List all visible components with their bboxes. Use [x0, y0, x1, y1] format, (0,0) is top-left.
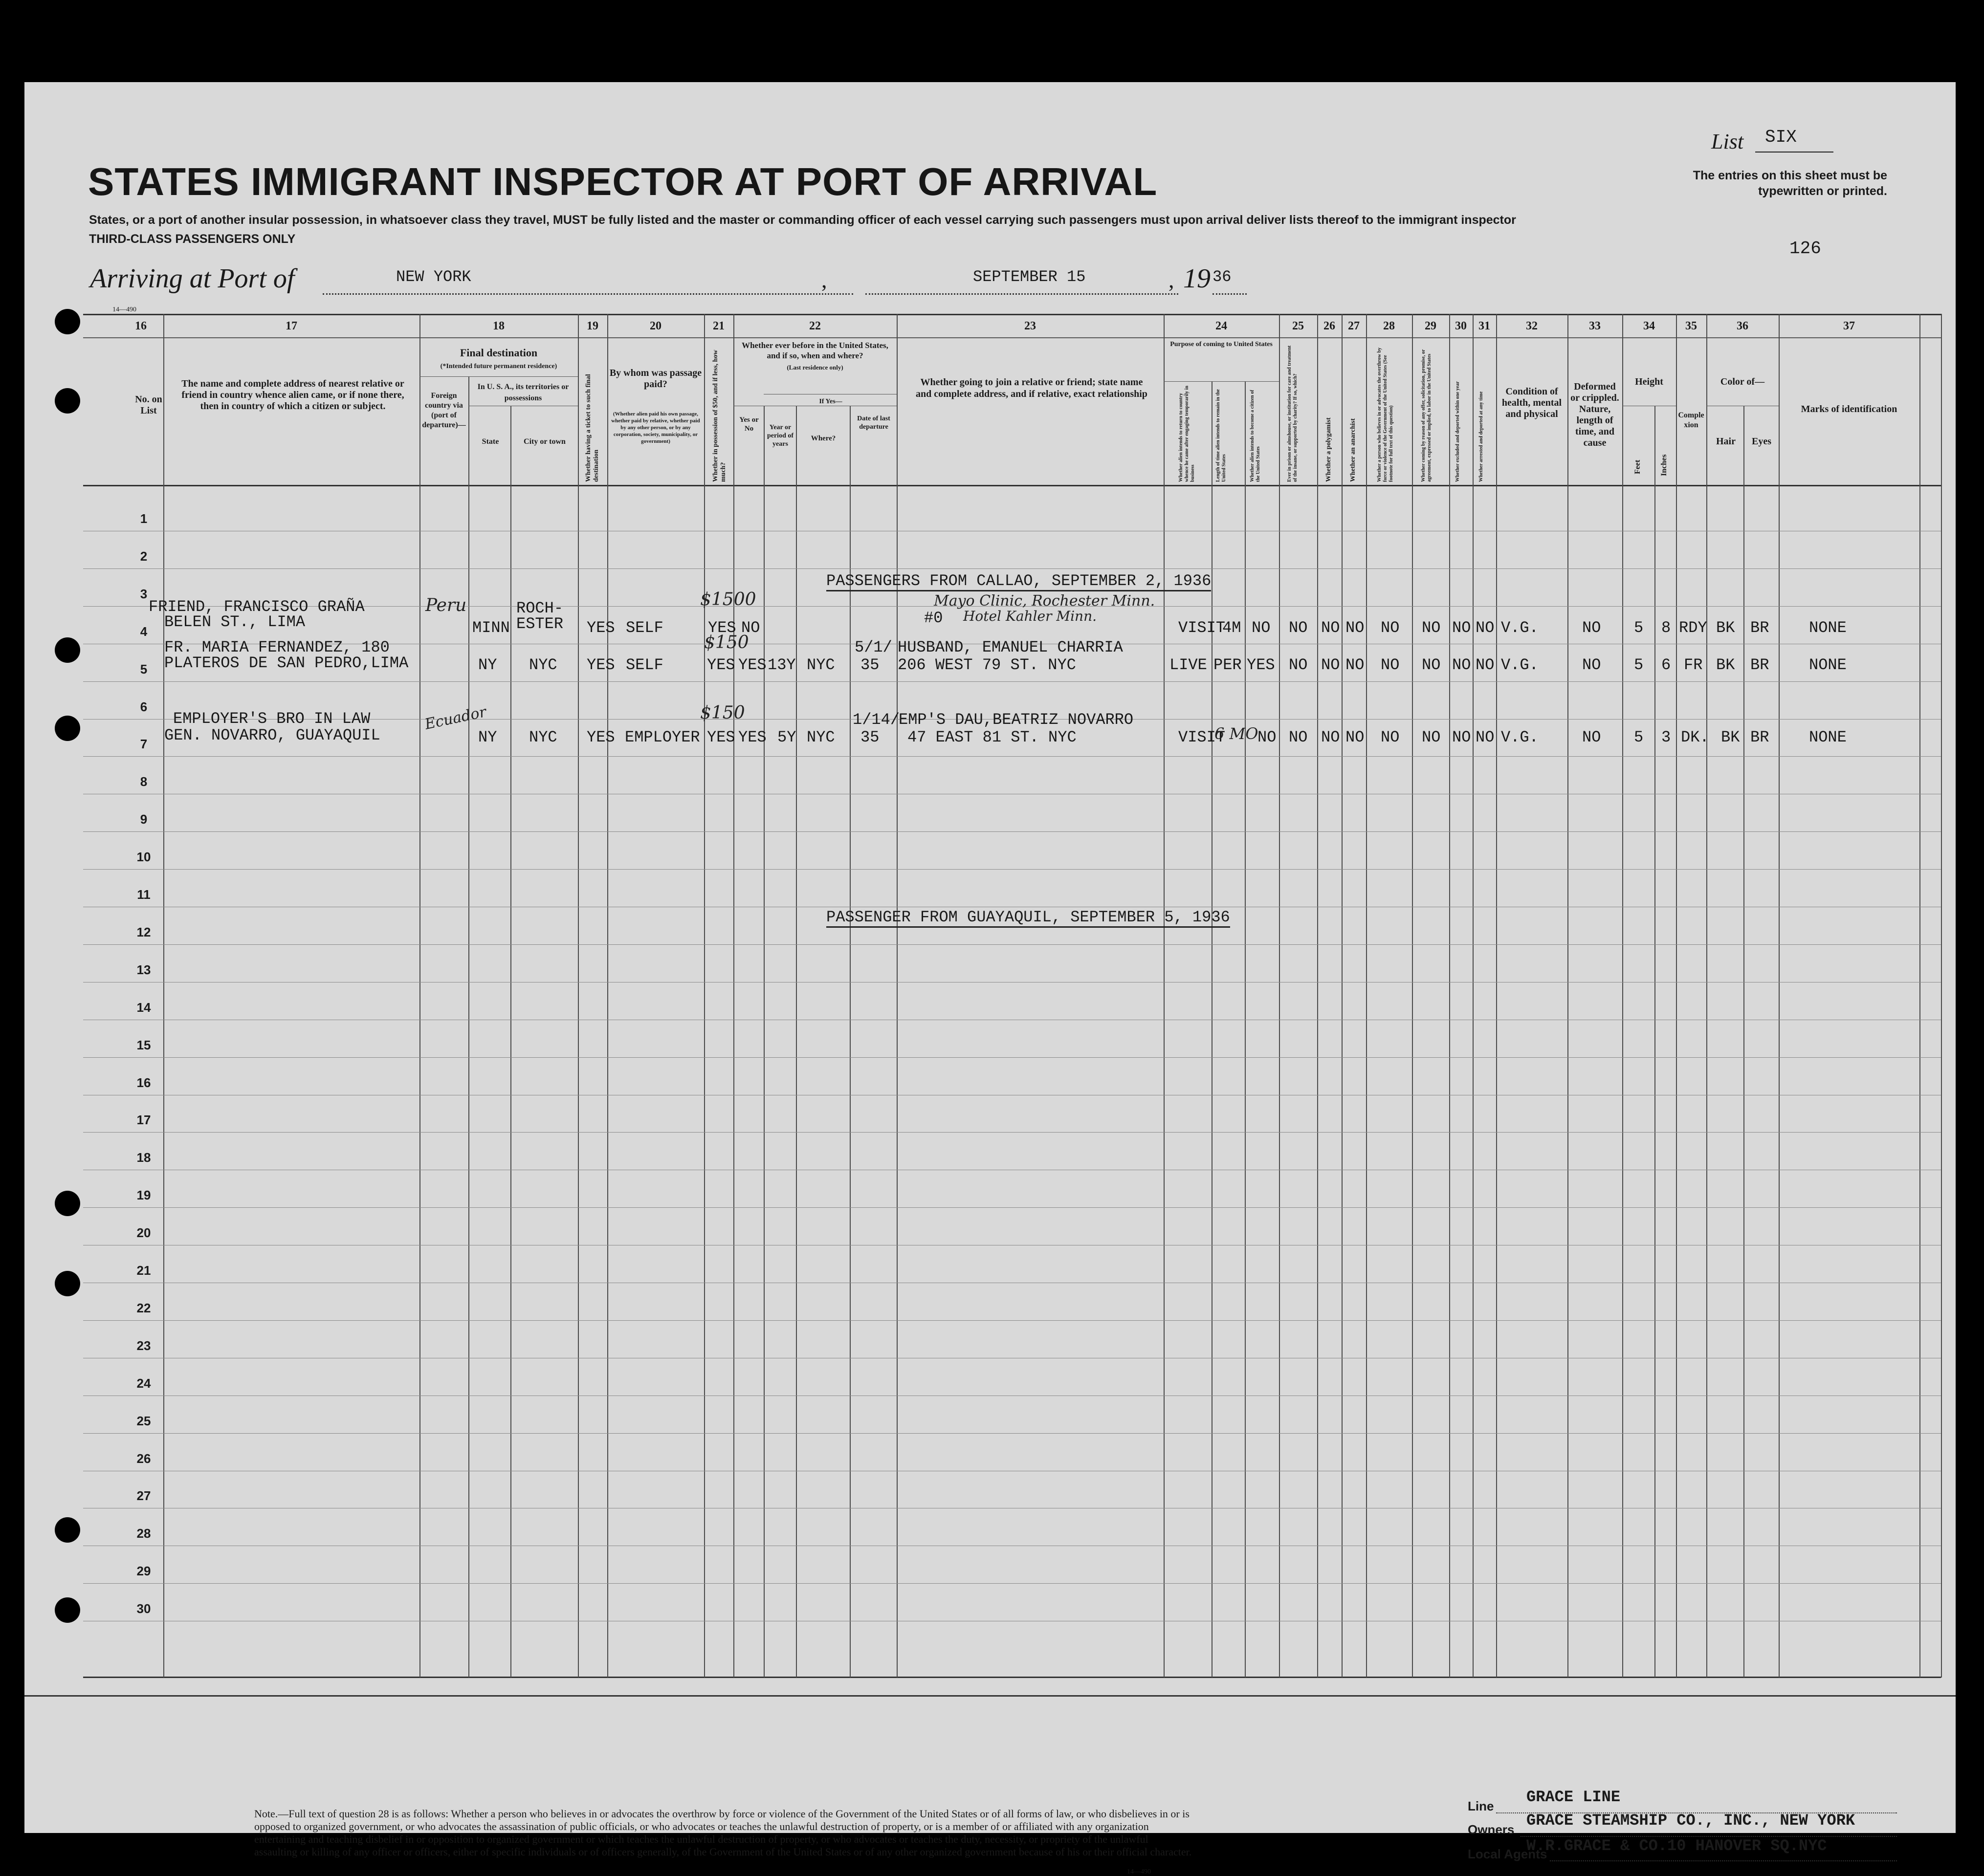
row1-marks: NONE: [1809, 619, 1847, 637]
list-underline: [1755, 152, 1833, 153]
col-num-35: 35: [1685, 320, 1697, 332]
row-number: 10: [136, 850, 151, 864]
row2-marks: NONE: [1809, 656, 1847, 674]
row1-money: YES: [708, 619, 736, 637]
row-line: [83, 756, 1941, 757]
row-line: [83, 1057, 1941, 1058]
row1-state: MINN: [472, 619, 510, 637]
row4-where: NYC: [807, 728, 835, 746]
hdr-excluded: Whether excluded and deported within one year: [1455, 381, 1460, 482]
row2-purpose: LIVE: [1169, 656, 1207, 674]
hdr-prison: Ever in prison or almshouse, or institution for care and treatment of the insane, or supported by charity? If so, which?: [1287, 345, 1298, 482]
hdr-deported: Whether arrested and deported at any time: [1478, 391, 1484, 482]
row1-c27: NO: [1345, 619, 1365, 637]
hdr-anarchist: Whether an anarchist: [1349, 418, 1357, 482]
row4-eyes: BR: [1750, 728, 1769, 746]
hdr-hair: Hair: [1716, 436, 1736, 447]
row1-before: NO: [741, 619, 760, 637]
hdr-date-departure: Date of last departure: [857, 415, 890, 431]
row1-join-no: #0: [924, 609, 943, 627]
row1-relative-line2: BELEN ST., LIMA: [164, 613, 306, 631]
binder-hole: [55, 1597, 80, 1623]
hdr-state: State: [482, 437, 499, 446]
manifest-sheet: [24, 82, 1956, 1876]
row2-c27: NO: [1345, 656, 1365, 674]
row-line: [83, 568, 1941, 569]
hdr-offer-labor: Whether coming by reason of any offer, solicitation, promise, or agreement, expressed or implied, to labor in the United States: [1421, 349, 1432, 482]
row1-feet: 5: [1634, 619, 1644, 637]
row2-c28: NO: [1381, 656, 1400, 674]
row-number: 14: [136, 1000, 151, 1015]
row4-inches: 3: [1661, 728, 1671, 746]
row4-purpose: VISIT: [1178, 728, 1226, 746]
hdr-join-relative: Whether going to join a relative or friend; state name and complete address, and if relative, exact relationship: [916, 377, 1147, 399]
hdr-marks: Marks of identification: [1801, 404, 1897, 414]
hdr-health: Condition of health, mental and physical: [1501, 386, 1562, 419]
row1-c31: NO: [1476, 619, 1495, 637]
hdr-complexion: Complexion: [1678, 411, 1704, 429]
port-line: [323, 293, 853, 295]
row-number: 22: [136, 1301, 151, 1315]
col-num-30: 30: [1455, 320, 1467, 332]
year-line: [1212, 293, 1247, 295]
col-num-31: 31: [1478, 320, 1490, 332]
row-number: 2: [140, 549, 148, 564]
col-num-25: 25: [1292, 320, 1304, 332]
arriving-label: Arriving at Port of: [90, 263, 295, 294]
row-number: 20: [136, 1225, 151, 1240]
hdr-paid-by-note: (Whether alien paid his own passage, whether paid by relative, whether paid by any other person, or by any corporation, society, municipality, or government): [611, 411, 700, 444]
row4-relative-line1: EMPLOYER'S BRO IN LAW: [173, 710, 371, 728]
row-number: 26: [136, 1451, 151, 1466]
row2-relative-line1: FR. MARIA FERNANDEZ, 180: [164, 638, 390, 656]
row-number: 9: [140, 812, 148, 827]
row4-date-top: 1/14/: [853, 711, 900, 729]
row4-ticket: YES: [587, 728, 615, 746]
row-number: 17: [136, 1113, 151, 1127]
row1-ticket: YES: [587, 619, 615, 637]
line-label: Line: [1468, 1799, 1494, 1813]
row4-length: 6 MO: [1214, 724, 1258, 743]
row2-deformed: NO: [1582, 656, 1601, 674]
binder-hole: [55, 388, 80, 414]
row2-city: NYC: [529, 656, 557, 674]
row-number: 6: [140, 699, 148, 714]
binder-hole: [55, 309, 80, 334]
hdr-deformed: Deformed or crippled. Nature, length of time, and cause: [1570, 381, 1619, 448]
binder-hole: [55, 1271, 80, 1296]
row2-ticket: YES: [587, 656, 615, 674]
row-number: 29: [136, 1564, 151, 1578]
row4-c25: NO: [1289, 728, 1308, 746]
date-line: [865, 293, 1178, 295]
row-line: [83, 944, 1941, 945]
row2-where: NYC: [807, 656, 835, 674]
col-num-17: 17: [286, 320, 297, 332]
row-number: 24: [136, 1376, 151, 1391]
row4-date-bottom: 35: [860, 728, 880, 746]
col-num-20: 20: [650, 320, 661, 332]
agents-label: Local Agents: [1468, 1847, 1547, 1861]
col-num-23: 23: [1024, 320, 1036, 332]
hdr-ticket: Whether having a ticket to such final destination: [585, 374, 600, 482]
row2-date-top: 5/1/: [855, 638, 892, 656]
row1-inches: 8: [1661, 619, 1671, 637]
hdr-before-us-note: (Last residence only): [787, 364, 843, 371]
row-number: 13: [136, 962, 151, 977]
hdr-polygamist: Whether a polygamist: [1325, 417, 1332, 482]
hdr-purpose-citizen: Whether alien intends to become a citizen of the United States: [1250, 390, 1261, 482]
page-title: STATES IMMIGRANT INSPECTOR AT PORT OF ARRIVAL: [88, 160, 1158, 203]
row-number: 15: [136, 1038, 151, 1052]
row1-paid-by: SELF: [626, 619, 663, 637]
row2-years: 13Y: [768, 656, 796, 674]
row2-eyes: BR: [1750, 656, 1769, 674]
row4-join-1: EMP'S DAU,BEATRIZ NOVARRO: [899, 711, 1134, 729]
row4-city: NYC: [529, 728, 557, 746]
row-number: 5: [140, 662, 148, 676]
row4-c29: NO: [1422, 728, 1441, 746]
row4-feet: 5: [1634, 728, 1644, 746]
row4-marks: NONE: [1809, 728, 1847, 746]
row-number: 27: [136, 1488, 151, 1503]
col-num-29: 29: [1425, 320, 1436, 332]
row4-paid-by: EMPLOYER: [625, 728, 700, 746]
agents-underline: [1550, 1860, 1897, 1861]
hdr-before-us: Whether ever before in the United States, and if so, when and where?: [742, 341, 888, 360]
stamp-number: 126: [1789, 239, 1821, 259]
row-line: [83, 1433, 1941, 1434]
col-num-18: 18: [493, 320, 505, 332]
row1-money-hand: $1500: [700, 589, 756, 610]
row1-health: V.G.: [1501, 619, 1539, 637]
row1-c30: NO: [1452, 619, 1471, 637]
hdr-inches: Inches: [1660, 454, 1668, 476]
row-number: 11: [137, 887, 151, 902]
col-num-16: 16: [135, 320, 147, 332]
col-num-26: 26: [1323, 320, 1335, 332]
hdr-paid-by: By whom was passage paid?: [609, 368, 702, 390]
row4-c26: NO: [1321, 728, 1340, 746]
row2-c31: NO: [1476, 656, 1495, 674]
row2-join-1: HUSBAND, EMANUEL CHARRIA: [898, 638, 1123, 656]
col-num-19: 19: [587, 320, 598, 332]
list-label: List: [1711, 130, 1744, 153]
hdr-purpose-length: Length of time alien intends to remain in the United States: [1215, 389, 1227, 482]
binder-hole: [55, 1517, 80, 1543]
row1-citizen: NO: [1252, 619, 1271, 637]
line-value: GRACE LINE: [1526, 1788, 1621, 1806]
subtitle-class: THIRD-CLASS PASSENGERS ONLY: [89, 232, 296, 246]
row2-c30: NO: [1452, 656, 1471, 674]
row-number: 30: [136, 1601, 151, 1616]
row4-money-hand: $150: [700, 703, 745, 723]
row1-join-hand2: Hotel Kahler Minn.: [963, 608, 1097, 624]
hdr-final-destination: Final destination: [460, 347, 538, 359]
row-number: 25: [136, 1414, 151, 1428]
row1-complexion: RDY: [1679, 619, 1707, 637]
row1-c29: NO: [1422, 619, 1441, 637]
col-num-24: 24: [1215, 320, 1227, 332]
col-num-28: 28: [1383, 320, 1395, 332]
row2-hair: BK: [1716, 656, 1735, 674]
hdr-eyes: Eyes: [1752, 436, 1771, 447]
hdr-years: Year or period of years: [767, 424, 794, 448]
row-number: 3: [140, 587, 148, 601]
comma: ,: [1168, 267, 1174, 292]
row1-foreign: Peru: [425, 595, 467, 615]
row4-state: NY: [478, 728, 497, 746]
row4-before: YES: [738, 728, 767, 746]
row-number: 28: [136, 1526, 151, 1541]
row2-complexion: FR: [1684, 656, 1703, 674]
row-number: 23: [136, 1338, 151, 1353]
row1-c26: NO: [1321, 619, 1340, 637]
row1-city-2: ESTER: [516, 615, 564, 633]
row1-hair: BK: [1716, 619, 1735, 637]
row-line: [83, 869, 1941, 870]
hdr-feet: Feet: [1633, 459, 1642, 474]
owners-label: Owners: [1468, 1822, 1515, 1837]
binder-hole: [55, 637, 80, 663]
row2-money-hand: $150: [704, 633, 749, 653]
banner-callao: PASSENGERS FROM CALLAO, SEPTEMBER 2, 1936: [826, 572, 1211, 591]
row2-health: V.G.: [1501, 656, 1539, 674]
typewritten-note: The entries on this sheet must be typewritten or printed.: [1693, 169, 1887, 198]
row4-relative-line2: GEN. NOVARRO, GUAYAQUIL: [164, 726, 380, 744]
port-value: NEW YORK: [396, 268, 471, 286]
list-value: SIX: [1765, 127, 1797, 147]
row-line: [83, 1583, 1941, 1584]
col-num-22: 22: [809, 320, 821, 332]
row4-c28: NO: [1381, 728, 1400, 746]
col-num-33: 33: [1589, 320, 1601, 332]
row-line: [83, 1320, 1941, 1321]
owners-value: GRACE STEAMSHIP CO., INC., NEW YORK: [1526, 1811, 1855, 1830]
row-line: [83, 831, 1941, 832]
date-value: SEPTEMBER 15: [973, 268, 1086, 286]
col-num-21: 21: [713, 320, 725, 332]
row-number: 1: [140, 511, 148, 526]
form-code-top: 14—490: [112, 306, 136, 313]
row4-complexion: DK.: [1681, 728, 1709, 746]
hdr-where: Where?: [811, 435, 836, 442]
row1-relative-line1: FRIEND, FRANCISCO GRAÑA: [149, 598, 365, 616]
row1-purpose: VISIT: [1178, 619, 1226, 637]
row2-relative-line2: PLATEROS DE SAN PEDRO,LIMA: [164, 654, 409, 672]
form-code-bottom: 14—490: [1127, 1868, 1151, 1876]
row4-health: V.G.: [1501, 728, 1539, 746]
banner-guayaquil: PASSENGER FROM GUAYAQUIL, SEPTEMBER 5, 1936: [826, 908, 1230, 928]
row-number: 7: [140, 737, 148, 751]
row4-hair: BK: [1721, 728, 1740, 746]
row2-c29: NO: [1422, 656, 1441, 674]
row2-feet: 5: [1634, 656, 1644, 674]
hdr-color: Color of—: [1720, 376, 1765, 387]
hdr-in-usa: In U. S. A., its territories or possessions: [477, 383, 569, 402]
row2-date-bottom: 35: [860, 656, 880, 674]
col-num-32: 32: [1526, 320, 1538, 332]
agents-value: W.R.GRACE & CO.10 HANOVER SQ.NYC: [1526, 1837, 1827, 1855]
hdr-money: Whether in possession of $50, and if less, how much?: [712, 349, 727, 482]
col-num-37: 37: [1843, 320, 1855, 332]
row2-before: YES: [738, 656, 767, 674]
row2-money: YES: [707, 656, 735, 674]
row1-eyes: BR: [1750, 619, 1769, 637]
hdr-height: Height: [1635, 376, 1663, 387]
row-number: 16: [136, 1075, 151, 1090]
row4-money: YES: [707, 728, 735, 746]
row1-c28: NO: [1381, 619, 1400, 637]
row4-years: 5Y: [777, 728, 796, 746]
row4-c31: NO: [1476, 728, 1495, 746]
footnote-q28: Note.—Full text of question 28 is as follows: Whether a person who believes in or advocates the overthrow by force or violence of the Government of the United States or of all forms of law, or who disbelieves in or is opposed to organized government, or who advocates the assassination of public officials, or who advocates or teaches the unlawful destruction of property, or is a member of or affiliated with any organization entertaining and teaching disbelief in or opposition to organized government or which teaches the unlawful destruction of property, or who advocates or teaches the duty, necessity, or propriety of the unlawful assaulting or killing of any officer or officers, either of specific individuals or of officers generally, of the Government of the United States or of any other organized government because of his or their official character.: [254, 1808, 1192, 1858]
row2-citizen: YES: [1247, 656, 1275, 674]
hdr-relative: The name and complete address of nearest relative or friend in country whence alien came, or if none there, then in country of which a citizen or subject.: [181, 378, 404, 412]
hdr-foreign-country: Foreign country via (port of departure)—: [422, 392, 466, 429]
row2-c25: NO: [1289, 656, 1308, 674]
row4-citizen: NO: [1257, 728, 1277, 746]
year-prefix: 19: [1183, 263, 1211, 294]
row-number: 12: [136, 925, 151, 939]
footer-divider: [24, 1695, 1956, 1697]
hdr-purpose: Purpose of coming to United States: [1170, 341, 1273, 348]
binder-hole: [55, 1191, 80, 1216]
hdr-final-destination-note: (*Intended future permanent residence): [440, 363, 557, 370]
hdr-overthrow: Whether a person who believes in or advocates the overthrow by force or violence of the Government of the United States (See footnote for full text of this question): [1377, 348, 1394, 482]
row1-deformed: NO: [1582, 619, 1601, 637]
row2-join-2: 206 WEST 79 ST. NYC: [898, 656, 1076, 674]
binder-hole: [55, 716, 80, 741]
row1-city-1: ROCH-: [516, 599, 564, 617]
row-number: 21: [136, 1263, 151, 1278]
row1-join-hand1: Mayo Clinic, Rochester Minn.: [934, 592, 1155, 610]
row-number: 4: [140, 624, 148, 639]
row-number: 19: [136, 1188, 151, 1202]
hdr-purpose-return: Whether alien intends to return to country whence he came after engaging temporarily in business: [1178, 386, 1195, 482]
hdr-yes-no: Yes or No: [739, 416, 759, 433]
row4-join-2: 47 EAST 81 ST. NYC: [907, 728, 1077, 746]
row2-state: NY: [478, 656, 497, 674]
row-number: 18: [136, 1150, 151, 1165]
row-line: [83, 1207, 1941, 1208]
col-num-27: 27: [1348, 320, 1360, 332]
col-num-36: 36: [1737, 320, 1748, 332]
row-line: [83, 1132, 1941, 1133]
row-line: [83, 681, 1941, 682]
row4-foreign: Ecuador: [423, 703, 488, 733]
comma: ,: [821, 267, 827, 292]
col-num-34: 34: [1643, 320, 1655, 332]
row4-c27: NO: [1345, 728, 1365, 746]
hdr-no-on-list: No. on List: [135, 394, 162, 416]
year-suffix: 36: [1212, 268, 1232, 286]
row1-length: 4M: [1222, 619, 1241, 637]
row4-c30: NO: [1452, 728, 1471, 746]
hdr-city: City or town: [524, 437, 566, 446]
row2-length: PER: [1213, 656, 1242, 674]
row-number: 8: [140, 774, 148, 789]
hdr-if-yes: If Yes—: [819, 398, 842, 405]
row2-c26: NO: [1321, 656, 1340, 674]
row1-c25: NO: [1289, 619, 1308, 637]
row4-deformed: NO: [1582, 728, 1601, 746]
subtitle-instructions: States, or a port of another insular possession, in whatsoever class they travel, MUST be fully listed and the master or commanding officer of each vessel carrying such passengers must upon arrival deliver lists thereof to the immigrant inspector: [89, 213, 1516, 227]
row2-paid-by: SELF: [626, 656, 663, 674]
row2-inches: 6: [1661, 656, 1671, 674]
